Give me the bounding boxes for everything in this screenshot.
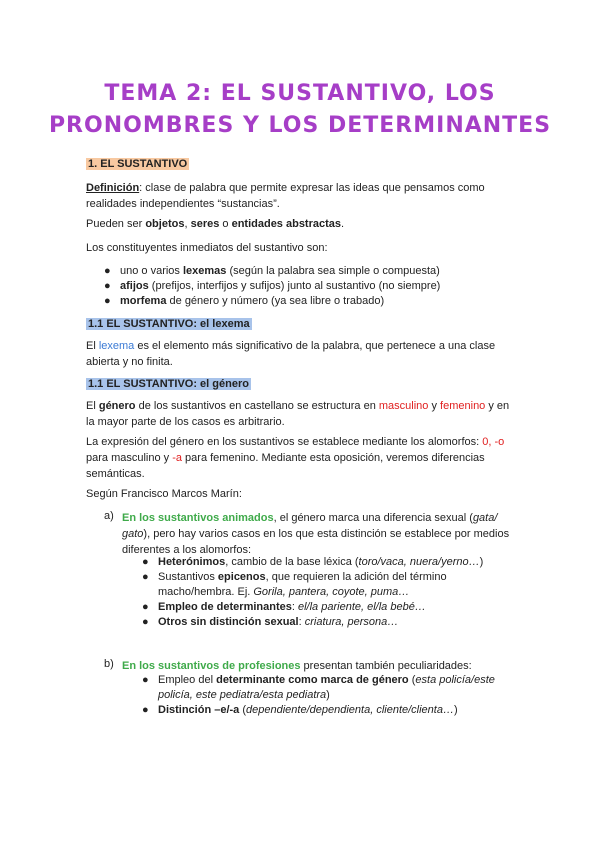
animados-list — [142, 555, 512, 630]
text: ( — [239, 704, 247, 716]
bold-objetos: objetos — [145, 218, 185, 230]
text: , el género marca una diferencia sexual ( — [273, 512, 473, 524]
italic-example: esta policía/este policía, este pediatra/esta pediatra — [158, 674, 495, 701]
bullet-icon: ● — [142, 571, 149, 583]
heading-highlight: 1. EL SUSTANTIVO — [88, 158, 188, 170]
list-label-b: b) — [104, 658, 114, 670]
document-title — [0, 78, 600, 142]
list-label-a: a) — [104, 510, 114, 522]
bold-term: Distinción –e/-a — [158, 704, 240, 716]
bold-seres: seres — [190, 218, 220, 230]
text: y en la mayor parte de los casos es arbitrario. — [86, 400, 510, 428]
text: y — [428, 400, 441, 412]
red-alomorfo-masc: 0, -o — [482, 436, 505, 448]
bullet-icon: ● — [104, 280, 111, 292]
bold-term: lexemas — [182, 265, 227, 277]
text: , cambio de la base léxica ( — [225, 556, 359, 568]
bold-term: determinante como marca de género — [216, 674, 409, 686]
green-heading: En los sustantivos animados — [122, 512, 274, 524]
section-heading-sustantivo — [86, 156, 516, 172]
text: : — [298, 616, 305, 628]
profesiones-paragraph — [122, 658, 514, 674]
section-heading-lexema — [86, 316, 516, 332]
text: (prefijos, interfijos y sufijos) junto al sustantivo (no siempre) — [148, 280, 441, 292]
text: ) — [453, 704, 458, 716]
constituents-intro: Los constituyentes inmediatos del sustantivo son: — [86, 242, 328, 254]
text: ) — [326, 689, 330, 701]
definition-text: : clase de palabra que permite expresar las ideas que pensamos como realidades independientes “sustancias”. — [86, 182, 485, 210]
text: La expresión del género en los sustantivos se establece mediante los alomorfos: — [86, 436, 483, 448]
title-line-2: PRONOMBRES Y LOS DETERMINANTES — [48, 113, 552, 138]
bullet-icon: ● — [104, 265, 111, 277]
constituents-list — [104, 264, 504, 309]
bold-entidades: entidades abstractas — [231, 218, 342, 230]
bullet-icon: ● — [142, 616, 149, 628]
text: : — [291, 601, 298, 613]
red-femenino: femenino — [440, 400, 486, 412]
text: para masculino y — [86, 452, 173, 464]
text: El — [86, 340, 99, 352]
list-item — [104, 264, 504, 279]
green-heading: En los sustantivos de profesiones — [122, 660, 301, 672]
heading-highlight: 1.1 EL SUSTANTIVO: el género — [88, 378, 249, 390]
list-item — [142, 600, 512, 615]
bold-genero: género — [98, 400, 136, 412]
text: presentan también peculiaridades: — [300, 660, 472, 672]
list-item — [142, 673, 512, 703]
text: , que requieren la adición del término macho/hembra. Ej. — [158, 571, 447, 598]
text: Sustantivos — [158, 571, 218, 583]
genero-paragraph-1 — [86, 398, 516, 430]
genero-paragraph-2 — [86, 434, 516, 482]
bold-term: Empleo de determinantes — [158, 601, 292, 613]
list-item — [142, 615, 512, 630]
list-item — [104, 294, 504, 309]
highlighted-word: lexema — [98, 340, 135, 352]
text: es el elemento más significativo de la palabra, que pertenece a una clase abierta y no finita. — [86, 340, 496, 368]
bullet-icon: ● — [142, 704, 149, 716]
text: o — [219, 218, 232, 230]
text: ), pero hay varios casos en los que esta distinción se establece por medios diferentes a los alomorfos: — [122, 528, 510, 556]
profesiones-list — [142, 673, 512, 718]
bullet-icon: ● — [142, 556, 149, 568]
italic-example: gata/ gato — [122, 512, 498, 540]
text: ) — [479, 556, 484, 568]
text: ( — [408, 674, 416, 686]
text: Empleo del — [158, 674, 217, 686]
bold-term: epicenos — [217, 571, 266, 583]
lexema-paragraph — [86, 338, 516, 370]
bullet-icon: ● — [142, 601, 149, 613]
italic-example: Gorila, pantera, coyote, puma… — [253, 586, 410, 598]
author-line: Según Francisco Marcos Marín: — [86, 488, 242, 500]
red-alomorfo-fem: -a — [172, 452, 182, 464]
bold-term: morfema — [120, 295, 167, 307]
red-masculino: masculino — [378, 400, 429, 412]
definition-paragraph — [86, 180, 516, 212]
italic-example: toro/vaca, nuera/yerno… — [358, 556, 480, 568]
bullet-icon: ● — [104, 295, 111, 307]
bold-term: Heterónimos — [158, 556, 226, 568]
text: de los sustantivos en castellano se estructura en — [135, 400, 379, 412]
list-item — [104, 279, 504, 294]
bold-term: Otros sin distinción sexual — [158, 616, 299, 628]
text: (según la palabra sea simple o compuesta) — [226, 265, 440, 277]
italic-example: el/la pariente, el/la bebé… — [298, 601, 426, 613]
text: de género y número (ya sea libre o trabado) — [166, 295, 385, 307]
animados-paragraph — [122, 510, 514, 558]
list-item — [142, 703, 512, 718]
section-heading-genero — [86, 376, 516, 392]
definition-label: Definición — [86, 182, 140, 194]
text: Pueden ser — [86, 218, 146, 230]
text: El — [86, 400, 99, 412]
types-paragraph — [86, 216, 516, 232]
bold-term: afijos — [120, 280, 149, 292]
list-item — [142, 570, 512, 600]
text: para femenino. Mediante esta oposición, veremos diferencias semánticas. — [86, 452, 485, 480]
text: , — [184, 218, 191, 230]
list-item — [142, 555, 512, 570]
title-line-1: TEMA 2: EL SUSTANTIVO, LOS — [104, 81, 496, 106]
heading-highlight: 1.1 EL SUSTANTIVO: el lexema — [88, 318, 250, 330]
bullet-icon: ● — [142, 674, 149, 686]
text: . — [341, 218, 345, 230]
italic-example: dependiente/dependienta, cliente/clienta… — [246, 704, 454, 716]
italic-example: criatura, persona… — [304, 616, 399, 628]
text: uno o varios — [120, 265, 183, 277]
